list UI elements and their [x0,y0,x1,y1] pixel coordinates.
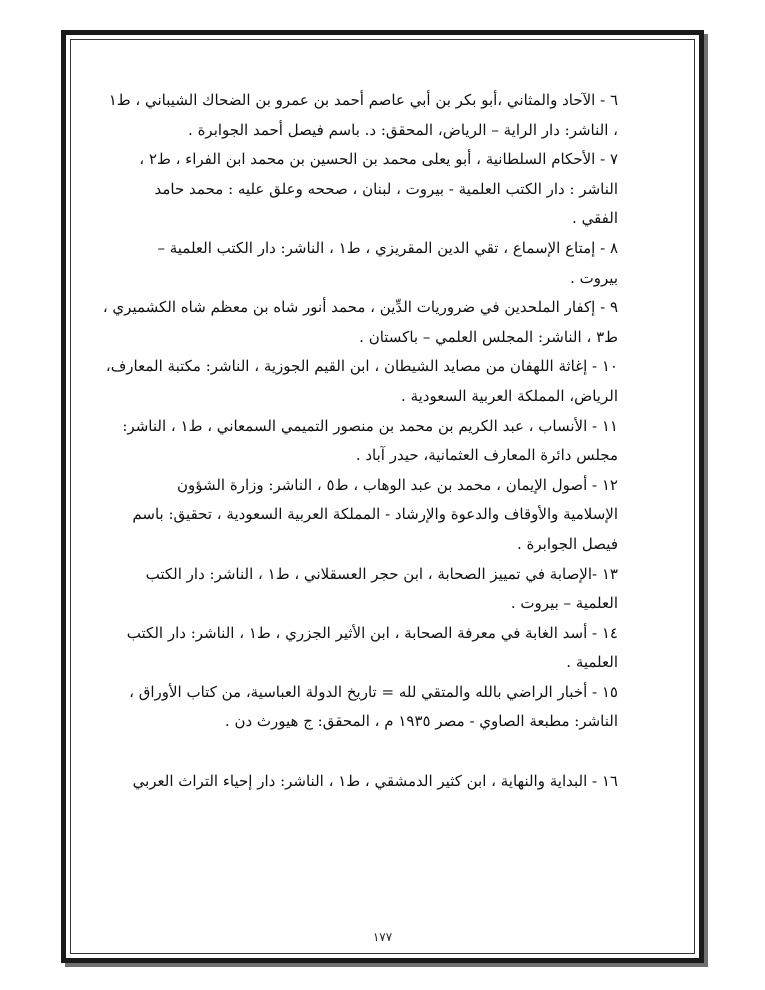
entry-line: فيصل الجوابرة . [516,534,618,553]
entry-line: ١٠ - إغاثة اللهفان من مصايد الشيطان ، ابن القيم الجوزية ، الناشر: مكتبة المعارف، [105,357,618,376]
entry-line: الناشر : دار الكتب العلمية - بيروت ، لبنان ، صححه وعلق عليه : محمد حامد [154,179,618,198]
entry-line: الإسلامية والأوقاف والدعوة والإرشاد - المملكة العربية السعودية ، تحقيق: باسم [132,505,618,524]
bibliography-entry [145,560,618,619]
bibliography-entry [129,678,618,737]
page-number: ١٧٧ [372,930,393,944]
entry-line: ١١ - الأنساب ، عبد الكريم بن محمد بن منصور التميمي السمعاني ، ط١ ، الناشر: [122,416,618,435]
entry-line: بيروت . [570,268,618,287]
bibliography-entry [108,86,618,145]
entry-line: العلمية . [566,653,618,672]
bibliography-entry [150,234,618,293]
bibliography-entry [132,767,618,797]
bibliography-entry [105,352,618,411]
entry-line: ١٢ - أصول الإيمان ، محمد بن عبد الوهاب ، ط٥ ، الناشر: وزارة الشؤون [176,475,618,494]
bibliography-entry [122,412,618,471]
entry-line: ١٦ - البداية والنهاية ، ابن كثير الدمشقي ، ط١ ، الناشر: دار إحياء التراث العربي [132,771,618,790]
entry-line: الفقي . [572,209,618,228]
entry-line: ٨ - إمتاع الإسماع ، تقي الدين المقريزي ، ط١ ، الناشر: دار الكتب العلمية – [157,238,618,257]
bibliography-entry [102,293,618,352]
bibliography-entry [139,145,618,234]
entry-gap [150,737,618,767]
bibliography-entry [132,471,618,560]
entry-line: ٧ - الأحكام السلطانية ، أبو يعلى محمد بن الحسين بن محمد ابن الفراء ، ط٢ ، [139,150,618,169]
entry-line: ١٤ - أسد الغابة في معرفة الصحابة ، ابن الأثير الجزري ، ط١ ، الناشر: دار الكتب [126,623,618,642]
entry-line: الناشر: مطبعة الصاوي - مصر ١٩٣٥ م ، المحقق: ج هيورث دن . [224,712,618,731]
entry-line: العلمية – بيروت . [510,594,618,613]
entry-line: الرياض، المملكة العربية السعودية . [401,386,618,405]
entry-line: ١٥ - أخبار الراضي بالله والمتقي لله = تاريخ الدولة العباسية، من كتاب الأوراق ، [129,682,618,701]
entry-line: ١٣ -الإصابة في تمييز الصحابة ، ابن حجر العسقلاني ، ط١ ، الناشر: دار الكتب [145,564,618,583]
bibliography-list [102,86,618,796]
entry-line: ٦ - الآحاد والمثاني ،أبو بكر بن أبي عاصم أحمد بن عمرو بن الضحاك الشيباني ، ط١ [108,91,618,109]
entry-line: ، الناشر: دار الراية – الرياض، المحقق: د. باسم فيصل أحمد الجوابرة . [188,120,618,139]
entry-line: مجلس دائرة المعارف العثمانية، حيدر آباد . [355,446,618,465]
entry-line: ط٣ ، الناشر: المجلس العلمي – باكستان . [359,327,618,346]
bibliography-entry [126,619,618,678]
entry-line: ٩ - إكفار الملحدين في ضروريات الدِّين ، محمد أنور شاه بن معظم شاه الكشميري ، [102,298,618,317]
